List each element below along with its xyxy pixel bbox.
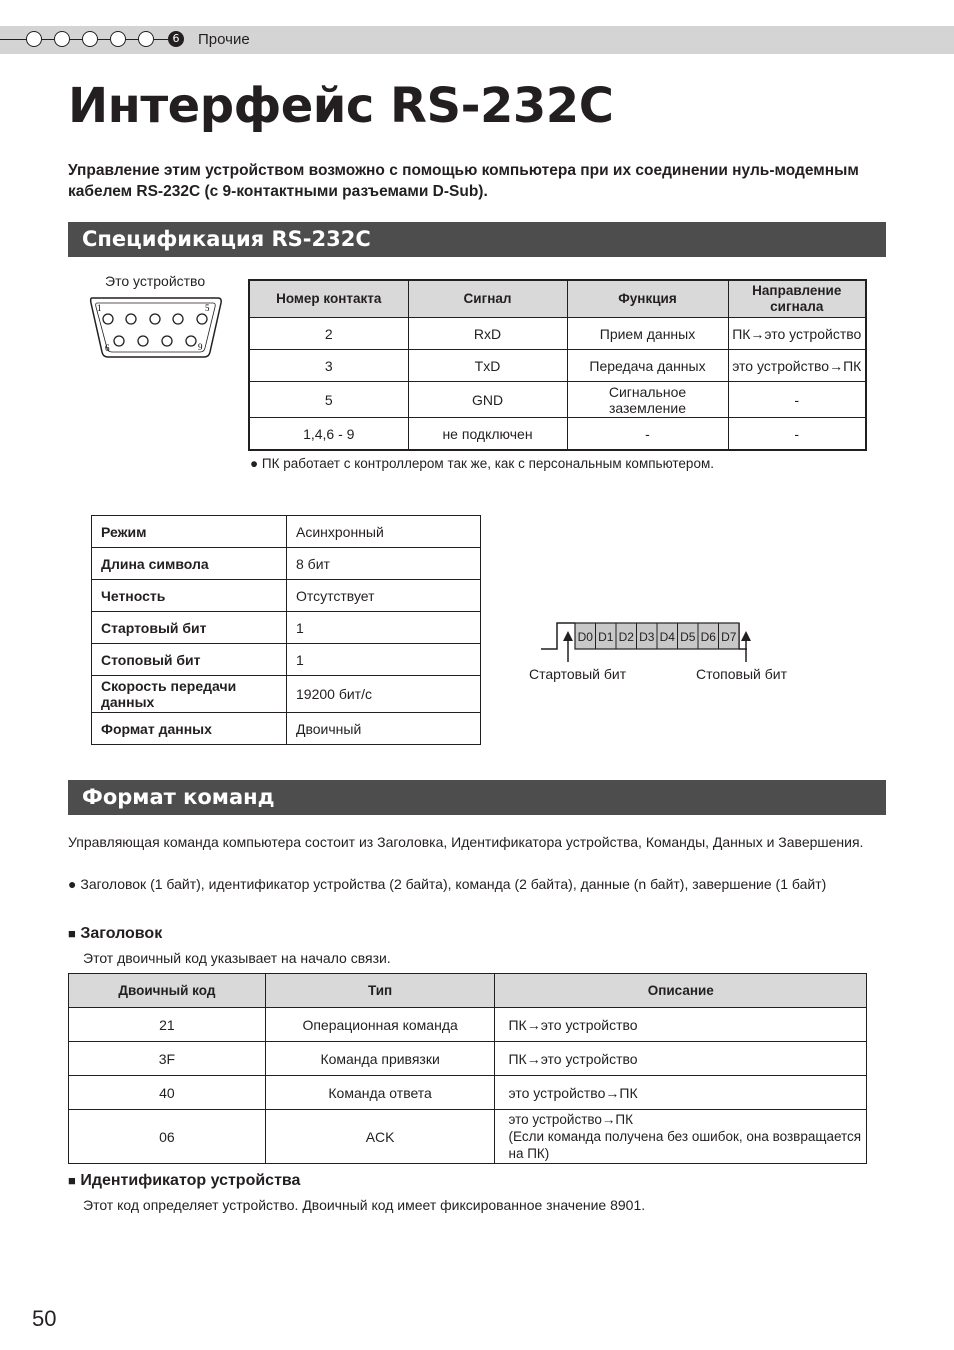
table-row <box>69 1110 867 1164</box>
table-row <box>92 516 481 548</box>
table-cell: 2 <box>249 318 408 350</box>
table-row <box>249 382 866 418</box>
table-cell: 3 <box>249 350 408 382</box>
section-heading-spec: Спецификация RS-232C <box>68 222 886 257</box>
header-subsection-title <box>68 925 162 943</box>
start-bit-label: Стартовый бит <box>529 666 627 682</box>
table-cell: 3F <box>69 1042 266 1076</box>
section-heading-commands: Формат команд <box>68 780 886 815</box>
table-cell: 06 <box>69 1110 266 1164</box>
table-row <box>249 318 866 350</box>
data-bit-label: D5 <box>680 630 696 644</box>
header-subsection-text: Этот двоичный код указывает на начало связи. <box>83 950 391 966</box>
table-cell: 1,4,6 - 9 <box>249 418 408 451</box>
table-row <box>249 350 866 382</box>
table-cell: Команда привязки <box>265 1042 495 1076</box>
table-cell: ACK <box>265 1110 495 1164</box>
data-bit-label: D3 <box>639 630 655 644</box>
column-header: Описание <box>495 974 867 1008</box>
intro-text: Управление этим устройством возможно с помощью компьютера при их соединении нуль-модемным кабелем RS-232C (с 9-контактными разъемами D-Sub). <box>68 162 859 200</box>
table-cell: не подключен <box>408 418 567 451</box>
data-bit-label: D6 <box>700 630 716 644</box>
table-cell: GND <box>408 382 567 418</box>
table-cell: 5 <box>249 382 408 418</box>
chapter-marker <box>110 31 126 47</box>
table-cell: это устройство→ПК (Если команда получена без ошибок, она возвращается на ПК) <box>495 1110 867 1164</box>
param-value: 1 <box>287 612 481 644</box>
chapter-number: 6 <box>168 31 184 47</box>
column-header: Номер контакта <box>249 280 408 318</box>
param-value: Асинхронный <box>287 516 481 548</box>
chapter-title: Прочие <box>198 31 250 48</box>
table-cell: RxD <box>408 318 567 350</box>
table-row <box>69 1042 867 1076</box>
table-cell: ПК→это устройство <box>495 1008 867 1042</box>
pins-table <box>248 279 867 451</box>
table-row <box>92 676 481 713</box>
chapter-marker <box>54 31 70 47</box>
table-cell: ПК→это устройство <box>728 318 866 350</box>
db9-connector-icon <box>86 294 226 362</box>
param-name: Стоповый бит <box>92 644 287 676</box>
subsection-title-text: Заголовок <box>80 925 163 942</box>
table-cell: TxD <box>408 350 567 382</box>
table-cell: - <box>728 418 866 451</box>
chapter-marker <box>26 31 42 47</box>
square-bullet-icon: ■ <box>68 926 76 941</box>
connector-label: Это устройство <box>105 273 206 289</box>
column-header: Направление сигнала <box>728 280 866 318</box>
params-table <box>91 515 481 745</box>
table-row <box>69 1076 867 1110</box>
table-row <box>92 548 481 580</box>
bullet-icon: ● <box>68 876 77 892</box>
timing-diagram <box>525 615 795 690</box>
square-bullet-icon: ■ <box>68 1173 76 1188</box>
bullet-icon: ● <box>250 456 259 471</box>
data-bit-label: D7 <box>721 630 737 644</box>
column-header: Сигнал <box>408 280 567 318</box>
table-cell: Сигнальное заземление <box>567 382 728 418</box>
table-cell: Команда ответа <box>265 1076 495 1110</box>
note-text: ПК работает с контроллером так же, как с персональным компьютером. <box>261 456 714 471</box>
column-header: Функция <box>567 280 728 318</box>
param-name: Скорость передачи данных <box>92 676 287 713</box>
data-bit-label: D0 <box>577 630 593 644</box>
note <box>250 456 714 471</box>
param-value: 1 <box>287 644 481 676</box>
table-header-row <box>69 974 867 1008</box>
column-header: Тип <box>265 974 495 1008</box>
data-bit-label: D1 <box>598 630 614 644</box>
table-cell: 40 <box>69 1076 266 1110</box>
param-value: 19200 бит/с <box>287 676 481 713</box>
chapter-marker <box>138 31 154 47</box>
table-cell: Прием данных <box>567 318 728 350</box>
table-cell: - <box>728 382 866 418</box>
data-bit-label: D2 <box>618 630 634 644</box>
table-row <box>92 713 481 745</box>
header-codes-table <box>68 973 867 1164</box>
table-cell: Передача данных <box>567 350 728 382</box>
table-header-row <box>249 280 866 318</box>
pin-label-5: 5 <box>205 303 210 313</box>
page-title: Интерфейс RS-232C <box>68 78 614 134</box>
device-id-subsection-text: Этот код определяет устройство. Двоичный код имеет фиксированное значение 8901. <box>83 1197 646 1213</box>
data-bit-label: D4 <box>659 630 675 644</box>
param-name: Режим <box>92 516 287 548</box>
param-value: Отсутствует <box>287 580 481 612</box>
table-cell: это устройство→ПК <box>495 1076 867 1110</box>
pin-label-9: 9 <box>198 342 203 352</box>
chapter-bar <box>0 26 954 54</box>
command-intro: Управляющая команда компьютера состоит из Заголовка, Идентификатора устройства, Команды, Данных и Завершения. <box>68 834 864 850</box>
chapter-marker <box>82 31 98 47</box>
param-name: Формат данных <box>92 713 287 745</box>
table-cell: Операционная команда <box>265 1008 495 1042</box>
table-cell: это устройство→ПК <box>728 350 866 382</box>
param-name: Четность <box>92 580 287 612</box>
table-cell: 21 <box>69 1008 266 1042</box>
table-row <box>92 612 481 644</box>
param-value: 8 бит <box>287 548 481 580</box>
command-structure <box>68 876 826 892</box>
table-row <box>69 1008 867 1042</box>
param-name: Стартовый бит <box>92 612 287 644</box>
table-cell: - <box>567 418 728 451</box>
device-id-subsection-title <box>68 1172 300 1190</box>
param-name: Длина символа <box>92 548 287 580</box>
column-header: Двоичный код <box>69 974 266 1008</box>
pin-label-1: 1 <box>97 303 102 313</box>
pin-label-6: 6 <box>105 343 110 353</box>
table-cell: ПК→это устройство <box>495 1042 867 1076</box>
table-row <box>92 644 481 676</box>
stop-bit-label: Стоповый бит <box>696 666 787 682</box>
command-structure-text: Заголовок (1 байт), идентификатор устройства (2 байта), команда (2 байта), данные (n байт), завершение (1 байт) <box>80 876 827 892</box>
param-value: Двоичный <box>287 713 481 745</box>
page-number: 50 <box>32 1306 57 1331</box>
table-row <box>92 580 481 612</box>
subsection-title-text: Идентификатор устройства <box>80 1172 301 1189</box>
table-row <box>249 418 866 451</box>
